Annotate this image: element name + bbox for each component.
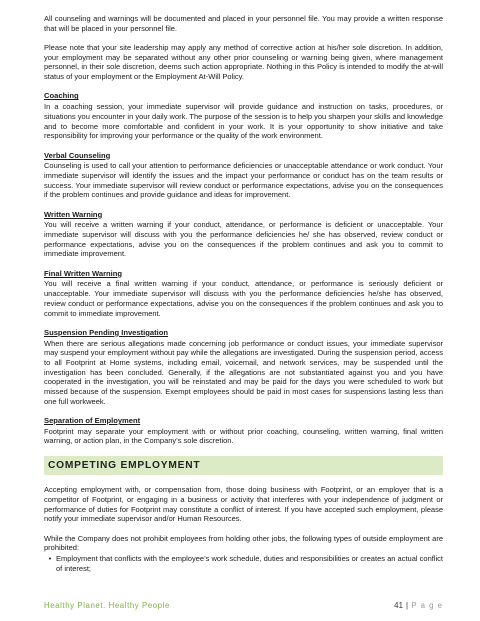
competing-employment-section-title: COMPETING EMPLOYMENT [44, 456, 443, 475]
footer-tagline: Healthy Planet. Healthy People [44, 601, 170, 610]
suspension-heading: Suspension Pending Investigation [44, 327, 169, 337]
intro-paragraph-1: All counseling and warnings will be documented and placed in your personnel file. You may provide a written response that will be placed in your personnel file. [44, 14, 443, 33]
verbal-counseling-heading: Verbal Counseling [44, 150, 111, 160]
written-warning-heading: Written Warning [44, 209, 103, 219]
page-number-block [394, 601, 443, 610]
final-written-warning-heading: Final Written Warning [44, 268, 123, 278]
competing-employment-paragraph-1: Accepting employment with, or compensation from, those doing business with Footprint, or an employer that is a competitor of Footprint, or engaging in a business or activity that interferes with your independence of judgment or performance of duties for Footprint may constitute a conflict of interest. If you have accepted such employment, please notify your immediate supervisor and/or Human Resources. [44, 485, 443, 524]
coaching-heading: Coaching [44, 91, 79, 101]
page-footer [44, 601, 443, 610]
page-word: P a g e [411, 601, 443, 610]
prohibited-employment-text: Employment that conflicts with the employee’s work schedule, duties and responsibilities or creates an actual conflict of interest; [56, 553, 443, 573]
intro-paragraph-2: Please note that your site leadership may apply any method of corrective action at his/her sole discretion. In addition, your employment may be separated without any other prior counseling or warning being given, where management personnel, in their sole discretion, deems such action appropriate. Nothing in this Policy is intended to modify the at-will status of your employment or the Employment At-Will Policy. [44, 43, 443, 82]
page-separator: | [406, 601, 409, 610]
verbal-counseling-text: Counseling is used to call your attention to performance deficiencies or unacceptable attendance or work conduct. Your immediate supervisor will identify the issues and the impact your performance or conduct has on the team results or success. Your immediate supervisor will review conduct or performance expectations, advise you on the consequences if the problem continues and provide guidance and ideas for improvement. [44, 161, 443, 200]
separation-heading: Separation of Employment [44, 416, 141, 426]
final-written-warning-text: You will receive a final written warning if your conduct, attendance, or performance is seriously deficient or unacceptable. Your immediate supervisor will discuss with you the performance deficiencies he/she has observed, review conduct or performance expectations, advise you on the consequences if the problem continues and ask you to commit to immediate improvement. [44, 279, 443, 318]
coaching-text: In a coaching session, your immediate supervisor will provide guidance and instruction on tasks, procedures, or situations you encounter in your daily work. The purpose of the session is to help you sharpen your skills and knowledge and to become more comfortable and confident in your work. It is your opportunity to show initiative and take responsibility for improving your performance or the quality of the work environment. [44, 102, 443, 141]
page-number: 41 [394, 601, 404, 610]
prohibited-employment-list-item [44, 554, 443, 573]
competing-employment-paragraph-2: While the Company does not prohibit employees from holding other jobs, the following types of outside employment are prohibited: [44, 533, 443, 553]
document-page [44, 14, 443, 573]
separation-text: Footprint may separate your employment with or without prior coaching, counseling, written warning, final written warning, or action plan, in the Company’s sole discretion. [44, 426, 443, 446]
written-warning-text: You will receive a written warning if your conduct, attendance, or performance is deficient or unacceptable. Your immediate supervisor will discuss with you the performance deficiencies he/ she has observed, review conduct or performance expectations, advise you on the consequences if the problem continues and ask you to commit to immediate improvement. [44, 220, 443, 259]
suspension-text: When there are serious allegations made concerning job performance or conduct issues, your immediate supervisor may suspend your employment without pay while the allegations are investigated. During the suspension period, access to all Footprint at Home systems, including email, voicemail, and network services, may be suspended until the investigation has been concluded. Generally, if the allegations are not substantiated against you and you have cooperated in the investigation, you will be reinstated and may be paid for the days you were scheduled to work but missed because of the suspension. Exempt employees should be paid in most cases for suspensions lasting less than one full workweek. [44, 338, 443, 406]
bullet-icon: • [48, 553, 52, 563]
